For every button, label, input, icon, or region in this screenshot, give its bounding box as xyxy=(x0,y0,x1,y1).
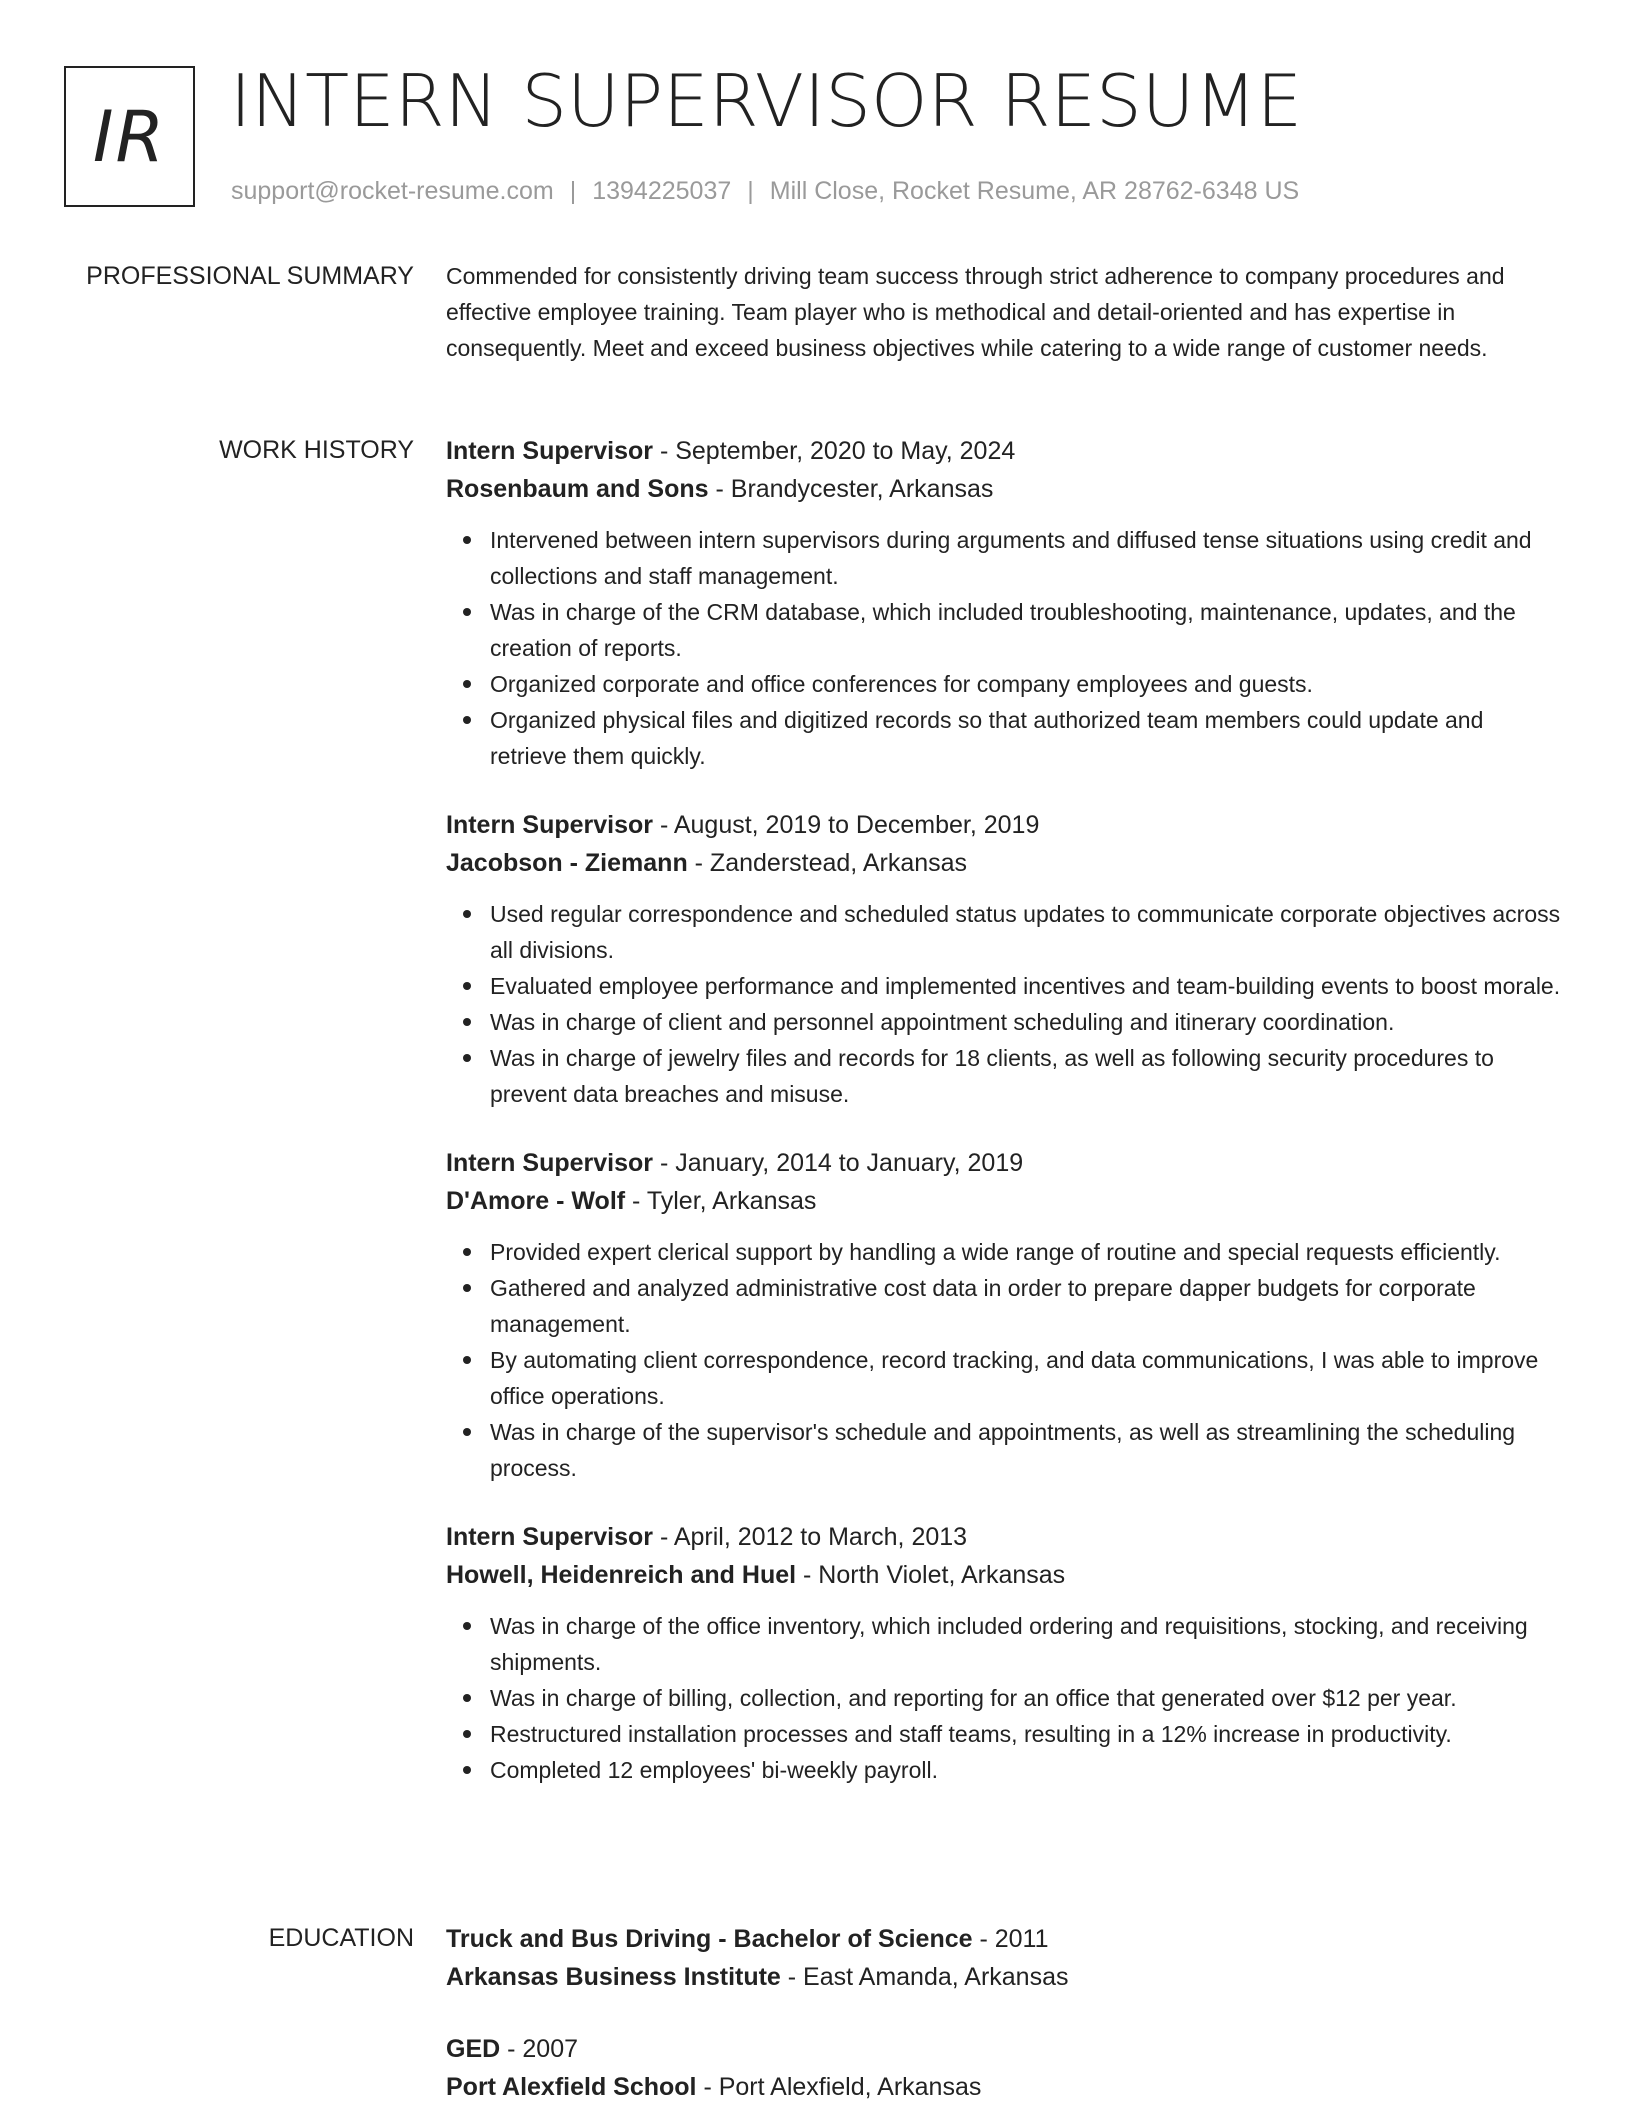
job-bullet-text: Intervened between intern supervisors during arguments and diffused tense situations using credit and collections and staff management. xyxy=(490,527,1532,589)
job-dates: - January, 2014 to January, 2019 xyxy=(653,1149,1024,1177)
education-school-line xyxy=(446,2068,1566,2106)
section-label-summary: PROFESSIONAL SUMMARY xyxy=(86,262,414,290)
education-degree-line xyxy=(446,2030,1566,2068)
education-degree: Truck and Bus Driving - Bachelor of Science xyxy=(446,1925,973,1953)
job-bullet-text: Evaluated employee performance and implemented incentives and team-building events to boost morale. xyxy=(490,973,1561,999)
job-bullet-text: Restructured installation processes and staff teams, resulting in a 12% increase in productivity. xyxy=(490,1721,1452,1747)
bullet-dot-icon xyxy=(463,1284,471,1292)
section-label-work-history: WORK HISTORY xyxy=(219,436,414,464)
job-bullet-text: Provided expert clerical support by handling a wide range of routine and special requests efficiently. xyxy=(490,1239,1501,1265)
job-company: Rosenbaum and Sons xyxy=(446,475,709,503)
job-bullet-list xyxy=(446,522,1566,774)
education-year: - 2011 xyxy=(972,1925,1049,1953)
education-school: Arkansas Business Institute xyxy=(446,1963,781,1991)
resume-title: INTERN SUPERVISOR RESUME xyxy=(230,59,1303,143)
summary-body xyxy=(446,258,1566,366)
job-bullet xyxy=(446,896,1566,968)
bullet-dot-icon xyxy=(463,1248,471,1256)
job-location: - Tyler, Arkansas xyxy=(625,1187,817,1215)
job-bullet-text: Was in charge of jewelry files and records for 18 clients, as well as following security procedures to prevent data breaches and misuse. xyxy=(490,1045,1494,1107)
job-bullet-list xyxy=(446,1234,1566,1486)
bullet-dot-icon xyxy=(463,1730,471,1738)
job-bullet-text: Used regular correspondence and scheduled status updates to communicate corporate objectives across all divisions. xyxy=(490,901,1561,963)
job-title: Intern Supervisor xyxy=(446,437,653,465)
bullet-dot-icon xyxy=(463,1054,471,1062)
job-bullet-text: Was in charge of the supervisor's schedule and appointments, as well as streamlining the scheduling process. xyxy=(490,1419,1516,1481)
bullet-dot-icon xyxy=(463,716,471,724)
job-location: - Brandycester, Arkansas xyxy=(708,475,994,503)
job-bullet xyxy=(446,1040,1566,1112)
job-bullet-text: Organized physical files and digitized records so that authorized team members could update and retrieve them quickly. xyxy=(490,707,1484,769)
job-bullet xyxy=(446,594,1566,666)
job-bullet xyxy=(446,1752,1566,1788)
job-entry xyxy=(446,1518,1566,1788)
job-bullet xyxy=(446,1234,1566,1270)
job-location: - Zanderstead, Arkansas xyxy=(687,849,968,877)
contact-separator: | xyxy=(569,177,577,205)
bullet-dot-icon xyxy=(463,1694,471,1702)
bullet-dot-icon xyxy=(463,910,471,918)
education-school: Port Alexfield School xyxy=(446,2073,697,2101)
job-location: - North Violet, Arkansas xyxy=(796,1561,1066,1589)
bullet-dot-icon xyxy=(463,680,471,688)
contact-separator: | xyxy=(747,177,754,205)
job-bullet xyxy=(446,522,1566,594)
job-company: D'Amore - Wolf xyxy=(446,1187,626,1215)
job-title: Intern Supervisor xyxy=(446,811,653,839)
job-bullet-text: Organized corporate and office conferences for company employees and guests. xyxy=(490,671,1313,697)
job-bullet xyxy=(446,1270,1566,1342)
job-entry xyxy=(446,806,1566,1112)
education-location: - East Amanda, Arkansas xyxy=(780,1963,1069,1991)
education-degree-line xyxy=(446,1920,1566,1958)
job-title-line xyxy=(446,1518,1566,1556)
job-bullet xyxy=(446,1342,1566,1414)
contact-line xyxy=(231,174,1299,208)
job-bullet-text: By automating client correspondence, record tracking, and data communications, I was able to improve office operations. xyxy=(490,1347,1539,1409)
job-bullet xyxy=(446,702,1566,774)
education-entry xyxy=(446,2030,1566,2106)
job-bullet-text: Was in charge of the office inventory, which included ordering and requisitions, stocking, and receiving shipments. xyxy=(490,1613,1528,1675)
bullet-dot-icon xyxy=(463,1356,471,1364)
job-title-line xyxy=(446,806,1566,844)
job-title: Intern Supervisor xyxy=(446,1149,653,1177)
job-bullet xyxy=(446,968,1566,1004)
contact-email[interactable]: support@rocket-resume.com xyxy=(231,177,554,205)
job-company: Howell, Heidenreich and Huel xyxy=(446,1561,797,1589)
job-title-line xyxy=(446,432,1566,470)
job-bullet-text: Was in charge of billing, collection, and reporting for an office that generated over $12 per year. xyxy=(490,1685,1457,1711)
contact-address: Mill Close, Rocket Resume, AR 28762-6348 US xyxy=(769,177,1300,205)
contact-phone[interactable]: 1394225037 xyxy=(592,177,732,205)
job-title: Intern Supervisor xyxy=(446,1523,653,1551)
job-bullet xyxy=(446,1608,1566,1680)
job-bullet xyxy=(446,1680,1566,1716)
bullet-dot-icon xyxy=(463,982,471,990)
work-history-body xyxy=(446,432,1566,1788)
education-entry xyxy=(446,1920,1566,1996)
education-body xyxy=(446,1920,1566,2106)
education-school-line xyxy=(446,1958,1566,1996)
monogram-logo: IR xyxy=(64,66,195,207)
job-bullet-text: Completed 12 employees' bi-weekly payroll. xyxy=(490,1757,938,1783)
summary-text: Commended for consistently driving team success through strict adherence to company procedures and effective employee training. Team player who is methodical and detail-oriented and has expertise in consequently. Meet and exceed business objectives while catering to a wide range of customer needs. xyxy=(446,263,1505,361)
education-year: - 2007 xyxy=(500,2035,579,2063)
job-dates: - September, 2020 to May, 2024 xyxy=(653,437,1016,465)
job-bullet-text: Gathered and analyzed administrative cost data in order to prepare dapper budgets for corporate management. xyxy=(490,1275,1476,1337)
education-degree: GED xyxy=(446,2035,501,2063)
job-bullet xyxy=(446,1716,1566,1752)
job-company-line xyxy=(446,1182,1566,1220)
job-company-line xyxy=(446,470,1566,508)
job-dates: - April, 2012 to March, 2013 xyxy=(653,1523,968,1551)
bullet-dot-icon xyxy=(463,1766,471,1774)
job-entry xyxy=(446,432,1566,774)
job-company: Jacobson - Ziemann xyxy=(446,849,688,877)
job-dates: - August, 2019 to December, 2019 xyxy=(653,811,1040,839)
bullet-dot-icon xyxy=(463,1428,471,1436)
job-title-line xyxy=(446,1144,1566,1182)
education-location: - Port Alexfield, Arkansas xyxy=(696,2073,982,2101)
job-bullet xyxy=(446,1004,1566,1040)
job-bullet-list xyxy=(446,1608,1566,1788)
job-bullet xyxy=(446,1414,1566,1486)
section-label-education: EDUCATION xyxy=(268,1924,414,1952)
bullet-dot-icon xyxy=(463,1018,471,1026)
job-bullet-text: Was in charge of the CRM database, which included troubleshooting, maintenance, updates, and the creation of reports. xyxy=(490,599,1516,661)
bullet-dot-icon xyxy=(463,608,471,616)
bullet-dot-icon xyxy=(463,1622,471,1630)
job-entry xyxy=(446,1144,1566,1486)
job-bullet-list xyxy=(446,896,1566,1112)
job-bullet xyxy=(446,666,1566,702)
job-bullet-text: Was in charge of client and personnel appointment scheduling and itinerary coordination. xyxy=(490,1009,1395,1035)
job-company-line xyxy=(446,1556,1566,1594)
bullet-dot-icon xyxy=(463,536,471,544)
job-company-line xyxy=(446,844,1566,882)
